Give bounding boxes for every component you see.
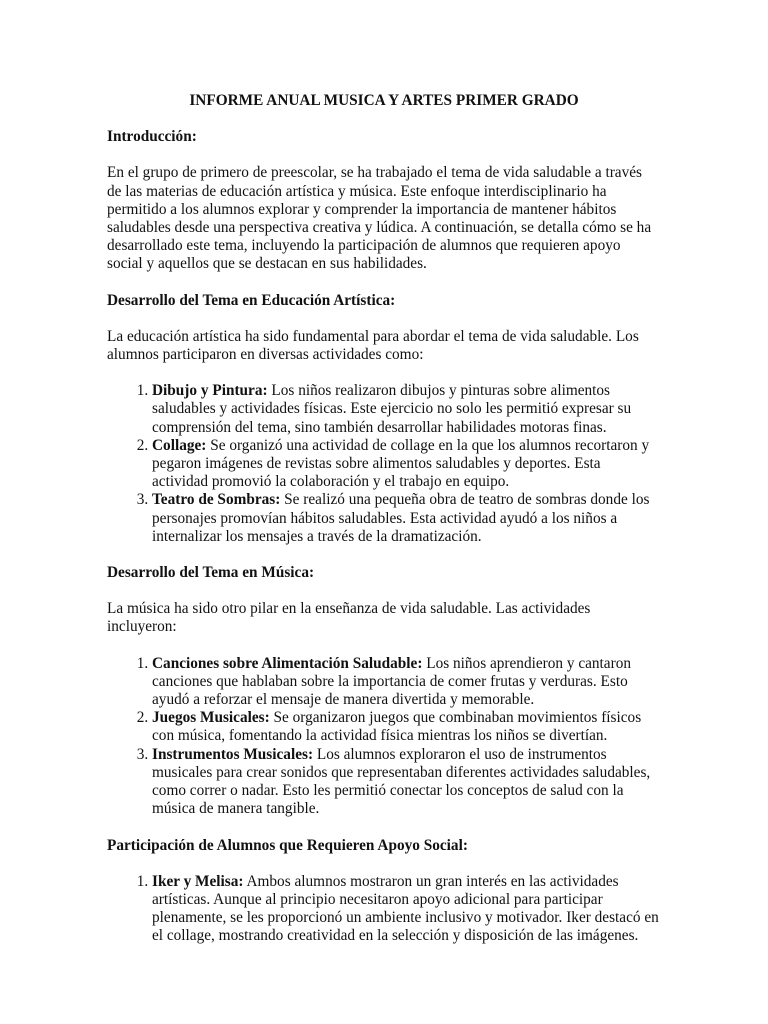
- arts-list: [107, 382, 659, 546]
- arts-heading: Desarrollo del Tema en Educación Artística:: [107, 291, 396, 309]
- list-item-text: Los niños aprendieron y cantaron canciones que hablaban sobre la importancia de comer frutas y verduras. Esto ayudó a reforzar el mensaje de manera divertida y memorable.: [152, 654, 631, 709]
- list-item: [152, 491, 659, 546]
- document-title: INFORME ANUAL MUSICA Y ARTES PRIMER GRADO: [189, 92, 579, 109]
- list-item-label: Iker y Melisa:: [152, 872, 244, 890]
- list-item-text: Los niños realizaron dibujos y pinturas sobre alimentos saludables y actividades físicas. Este ejercicio no solo les permitió expresar su comprensión del tema, sino también desarrollar habilidades motoras finas.: [152, 382, 632, 436]
- list-item-label: Dibujo y Pintura:: [152, 382, 268, 400]
- list-item-text: Se organizó una actividad de collage en la que los alumnos recortaron y pegaron imágenes de revistas sobre alimentos saludables y deportes. Esta actividad promovió la colaboración y el trabajo en equipo.: [152, 436, 650, 491]
- music-heading: Desarrollo del Tema en Música:: [107, 564, 315, 582]
- list-item-label: Juegos Musicales:: [152, 709, 270, 727]
- list-item: [152, 382, 659, 437]
- list-item: [152, 746, 659, 819]
- support-list: [107, 873, 659, 946]
- list-item: [152, 437, 659, 492]
- document-page: [107, 92, 659, 964]
- support-heading: Participación de Alumnos que Requieren Apoyo Social:: [107, 836, 468, 854]
- list-item-label: Canciones sobre Alimentación Saludable:: [152, 654, 423, 672]
- list-item-label: Teatro de Sombras:: [152, 491, 281, 509]
- music-list: [107, 655, 659, 819]
- music-paragraph: La música ha sido otro pilar en la enseñanza de vida saludable. Las actividades incluyeron:: [107, 600, 591, 636]
- arts-paragraph: La educación artística ha sido fundamental para abordar el tema de vida saludable. Los alumnos participaron en diversas actividades como:: [107, 327, 639, 364]
- list-item-label: Instrumentos Musicales:: [152, 745, 314, 763]
- list-item: [152, 655, 659, 710]
- list-item-text: Se organizaron juegos que combinaban movimientos físicos con música, fomentando la actividad física mientras los niños se divertían.: [152, 709, 642, 745]
- list-item: [152, 709, 659, 745]
- list-item-text: Los alumnos exploraron el uso de instrumentos musicales para crear sonidos que representaban diferentes actividades saludables, como correr o nadar. Esto les permitió conectar los conceptos de salud con la música de manera tangible.: [152, 745, 651, 818]
- intro-paragraph: En el grupo de primero de preescolar, se ha trabajado el tema de vida saludable a través de las materias de educación artística y música. Este enfoque interdisciplinario ha permitido a los alumnos explorar y comprender la importancia de mantener hábitos saludables desde una perspectiva creativa y lúdica. A continuación, se detalla cómo se ha desarrollado este tema, incluyendo la participación de alumnos que requieren apoyo social y aquellos que se destacan en sus habilidades.: [107, 164, 652, 273]
- list-item: [152, 873, 659, 946]
- intro-heading: Introducción:: [107, 128, 197, 146]
- list-item-text: Ambos alumnos mostraron un gran interés en las actividades artísticas. Aunque al principio necesitaron apoyo adicional para participar plenamente, se les proporcionó un ambiente inclusivo y motivador. Iker destacó en el collage, mostrando creatividad en la selección y disposición de las imágenes.: [152, 872, 659, 945]
- list-item-label: Collage:: [152, 436, 207, 454]
- list-item-text: Se realizó una pequeña obra de teatro de sombras donde los personajes promovían hábitos saludables. Esta actividad ayudó a los niños a internalizar los mensajes a través de la dramatización.: [152, 491, 650, 545]
